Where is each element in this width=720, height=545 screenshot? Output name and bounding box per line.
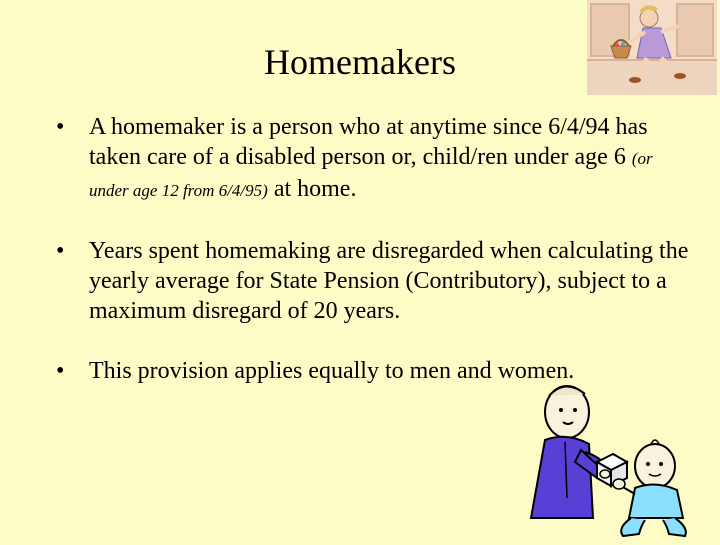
bullet-item — [56, 112, 696, 206]
bullet-text: This provision applies equally to men and women. — [89, 358, 575, 384]
person-giving-gift-to-baby-clipart — [505, 378, 720, 540]
girl-with-basket-clipart — [587, 0, 717, 95]
bullet-text-end: at home. — [267, 176, 357, 202]
bullet-text: Years spent homemaking are disregarded when calculating the yearly average for State Pension (Contributory), subject to a maximum disregard of 20 years. — [89, 238, 689, 324]
bullet-marker: • — [56, 358, 65, 384]
slide-title-text: Homemakers — [264, 42, 456, 82]
bullet-text-note: (or under age 12 from 6/4/95) — [89, 149, 653, 200]
bullet-text: A homemaker is a person who at anytime since 6/4/94 has taken care of a disabled person or, child/ren under age 6 — [89, 114, 648, 170]
bullet-marker: • — [56, 238, 65, 264]
bullet-marker: • — [56, 114, 65, 140]
bullet-item — [56, 236, 696, 326]
bullet-list — [56, 112, 696, 386]
